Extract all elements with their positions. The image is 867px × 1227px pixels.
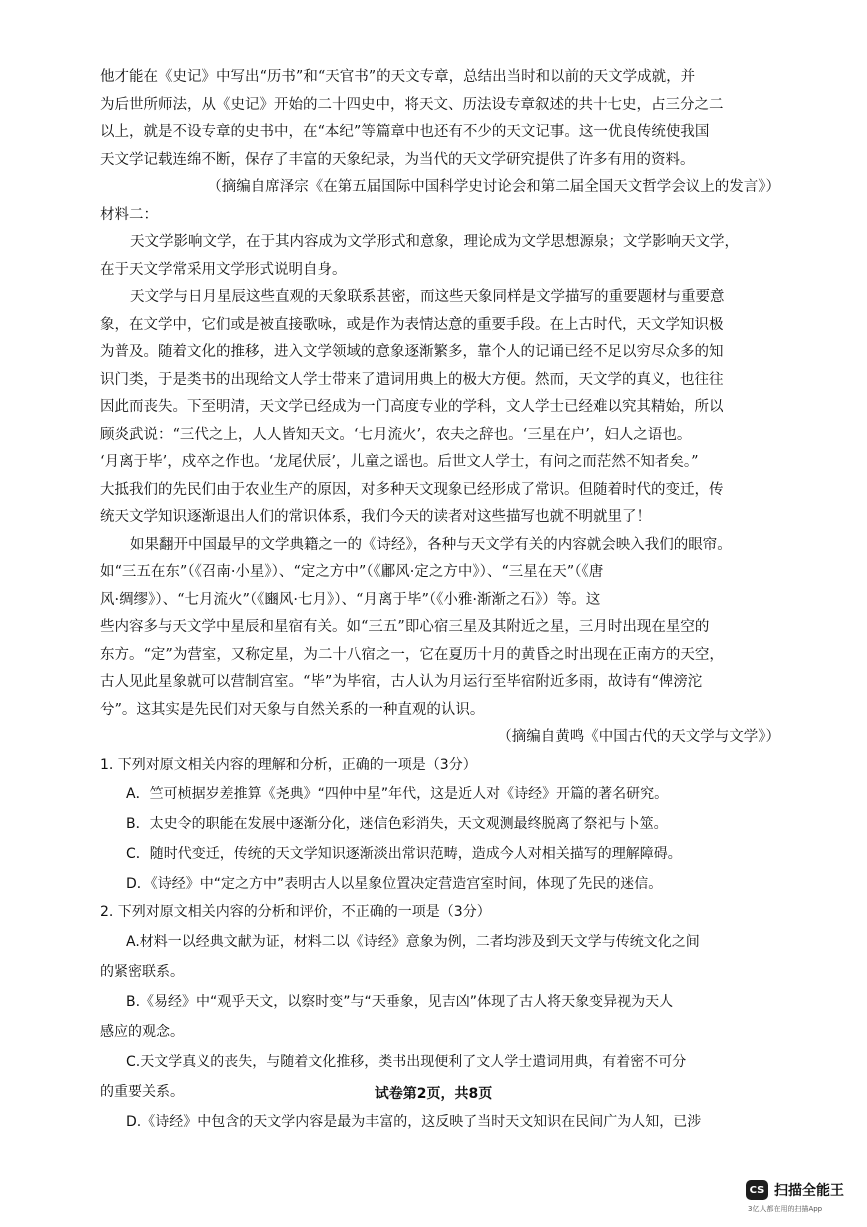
material2-p2-line: 大抵我们的先民们由于农业生产的原因，对多种天文现象已经形成了常识。但随着时代的变迁，传 [100,481,724,498]
scanner-slogan: 3亿人都在用的扫描App [748,1205,823,1213]
material2-p3-line: 些内容多与天文学中星辰和星宿有关。如“三五”即心宿三星及其附近之星，三月时出现在星空的 [100,619,710,635]
question2-option-c-cont: 的重要关系。 [100,1083,184,1100]
material2-p3-line: 东方。“定”为营室，又称定星，为二十八宿之一，它在夏历十月的黄昏之时出现在正南方的天空， [100,646,724,663]
camscanner-logo-icon: CS [746,1180,768,1200]
material2-heading: 材料二： [100,206,158,223]
material1-line: 他才能在《史记》中写出“历书”和“天官书”的天文专章，总结出当时和以前的天文学成就，并 [100,69,696,85]
material2-p2-line: 统天文学知识逐渐退出人们的常识体系，我们今天的读者对这些描写也就不明就里了！ [100,509,651,525]
material1-line: 为后世所师法，从《史记》开始的二十四史中，将天文、历法设专章叙述的共十七史，占三分之二 [100,96,724,113]
question1-option-b: B．太史令的职能在发展中逐渐分化，迷信色彩消失，天文观测最终脱离了祭祀与卜筮。 [126,816,668,832]
material2-p3-line: 古人见此星象就可以营制宫室。“毕”为毕宿，古人认为月运行至毕宿附近多雨，故诗有“俾滂沱 [100,674,703,690]
material2-p1-line: 天文学影响文学，在于其内容成为文学形式和意象，理论成为文学思想源泉；文学影响天文学， [130,234,739,250]
question2-title: 2. 下列对原文相关内容的分析和评价，不正确的一项是（3分） [100,904,491,920]
scanner-watermark [746,1178,844,1202]
question2-option-a-cont: 的紧密联系。 [100,963,184,980]
question1-option-d: D．《诗经》中“定之方中”表明古人以星象位置决定营造宫室时间，体现了先民的迷信。 [126,876,663,892]
material1-source: （摘编自席泽宗《在第五届国际中国科学史讨论会和第二届全国天文哲学会议上的发言》） [207,179,780,195]
question1-option-c: C．随时代变迁，传统的天文学知识逐渐淡出常识范畴，造成今人对相关描写的理解障碍。 [126,846,682,862]
material2-p2-line: 为普及。随着文化的推移，进入文学领域的意象逐渐繁多，靠个人的记诵已经不足以穷尽众多的知 [100,344,724,360]
question1-option-a: A．竺可桢据岁差推算《尧典》“四仲中星”年代，这是近人对《诗经》开篇的著名研究。 [126,786,669,802]
material2-p2-line: 天文学与日月星辰这些直观的天象联系甚密，而这些天象同样是文学描写的重要题材与重要意 [130,289,725,305]
material1-line: 天文学记载连绵不断，保存了丰富的天象纪录，为当代的天文学研究提供了许多有用的资料。 [100,151,695,168]
question2-option-d: D.《诗经》中包含的天文学内容是最为丰富的，这反映了当时天文知识在民间广为人知，已涉 [126,1113,702,1130]
material2-p2-line: ‘月离于毕’，戍卒之作也。‘龙尾伏辰’，儿童之谣也。后世文人学士，有问之而茫然不知者矣。” [100,454,699,470]
material2-p2-line: 象，在文学中，它们或是被直接歌咏，或是作为表情达意的重要手段。在上古时代，天文学知识极 [100,316,724,333]
question2-option-b: B.《易经》中“观乎天文，以察时变”与“天垂象，见吉凶”体现了古人将天象变异视为天人 [126,993,674,1010]
question1-title: 1. 下列对原文相关内容的理解和分析，正确的一项是（3分） [100,756,477,773]
material2-p3-line: 兮”。这其实是先民们对天象与自然关系的一种直观的认识。 [100,701,485,718]
question2-option-b-cont: 感应的观念。 [100,1023,184,1040]
question2-option-c: C.天文学真义的丧失，与随着文化推移，类书出现便利了文人学士遣词用典，有着密不可分 [126,1053,687,1070]
material2-source: （摘编自黄鸣《中国古代的天文学与文学》） [497,729,780,745]
material1-line: 以上，就是不设专章的史书中，在“本纪”等篇章中也还有不少的天文记事。这一优良传统使我国 [100,124,710,140]
material2-p3-line: 如“三五在东”（《召南·小星》）、“定之方中”（《鄘风·定之方中》）、“三星在天”（《唐 [100,564,604,580]
page-content [100,64,780,1137]
material2-p1-line: 在于天文学常采用文学形式说明自身。 [100,261,347,278]
material2-p2-line: 因此而丧失。下至明清，天文学已经成为一门高度专业的学科，文人学士已经难以究其精始，所以 [100,399,724,415]
material2-p3-line: 风·绸缪》）、“七月流火”（《豳风·七月》）、“月离于毕”（《小雅·渐渐之石》）等。这 [100,591,601,608]
page-number: 试卷第2页，共8页 [374,1086,493,1102]
material2-p2-line: 识门类，于是类书的出现给文人学士带来了遣词用典上的极大方便。然而，天文学的真义，也往往 [100,371,724,388]
question2-option-a: A.材料一以经典文献为证，材料二以《诗经》意象为例，二者均涉及到天文学与传统文化之间 [126,933,700,950]
material2-p2-line: 顾炎武说：“三代之上，人人皆知天文。‘七月流火’，农夫之辞也。‘三星在户’，妇人之语也。 [100,426,692,443]
scanner-app-name: 扫描全能王 [774,1183,844,1199]
material2-p3-line: 如果翻开中国最早的文学典籍之一的《诗经》，各种与天文学有关的内容就会映入我们的眼帘。 [130,536,732,553]
